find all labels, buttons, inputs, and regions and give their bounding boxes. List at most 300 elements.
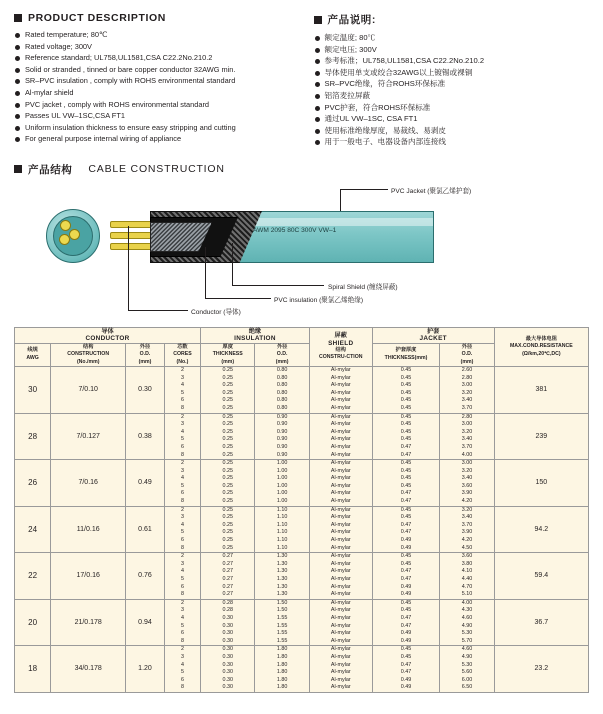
- table-cell: [372, 646, 440, 693]
- label-pvc-insulation: PVC insulation (聚氯乙烯绝缘): [274, 296, 364, 304]
- table-cell: [255, 553, 309, 600]
- label-spiral-shield: Spiral Shield (缠绕屏蔽): [328, 283, 398, 291]
- table-cell-value: 3.80: [461, 560, 473, 567]
- table-cell-value: 3.20: [461, 467, 473, 474]
- description-item: Solid or stranded , tinned or bare copper conductor 32AWG min.: [14, 64, 302, 76]
- table-cell: [255, 646, 309, 693]
- table-cell-value: 0.49: [400, 544, 412, 551]
- table-cell-value: 0.45: [400, 460, 412, 467]
- table-cell-value: 1.30: [276, 560, 288, 567]
- table-cell-value: Al-mylar: [330, 560, 351, 567]
- jacket-print-text: AWM 2095 80C 300V VW–1: [253, 226, 337, 234]
- leader-line: [232, 285, 324, 286]
- table-cell: [164, 599, 200, 646]
- table-cell-value: 5: [180, 576, 184, 582]
- table-cell-value: 0.47: [400, 669, 412, 676]
- table-cell: 59.4: [494, 553, 588, 600]
- table-cell: [440, 553, 494, 600]
- table-cell-value: 4: [180, 661, 184, 668]
- table-cell-value: 3: [180, 514, 184, 521]
- table-cell: 0.94: [126, 599, 165, 646]
- table-cell-value: 0.25: [222, 382, 233, 389]
- table-cell-value: 2: [180, 599, 184, 606]
- table-cell: [164, 460, 200, 507]
- description-cn-list: [314, 32, 590, 148]
- group-header-shield: 屏蔽 SHIELD 结构 CONSTRU-CTION: [309, 327, 372, 366]
- table-cell-value: 0.27: [222, 583, 233, 590]
- table-cell: 0.61: [126, 506, 165, 553]
- table-cell-value: 0.25: [222, 366, 233, 373]
- table-cell-value: 1.30: [276, 591, 288, 598]
- table-cell-value: Al-mylar: [330, 475, 351, 482]
- description-item: 通过UL VW–1SC, CSA FT1: [314, 113, 590, 125]
- table-cell: 0.30: [126, 366, 165, 413]
- table-cell-value: Al-mylar: [330, 498, 351, 505]
- table-cell-value: 0.45: [400, 436, 412, 443]
- product-description-en-heading: [14, 12, 302, 24]
- table-cell-value: 3.20: [461, 428, 473, 435]
- table-cell: [440, 506, 494, 553]
- table-cell-value: 1.10: [276, 521, 288, 528]
- label-conductor: Conductor (导体): [191, 308, 241, 316]
- table-cell-value: 0.45: [400, 397, 412, 404]
- description-item: Uniform insulation thickness to ensure easy stripping and cutting: [14, 122, 302, 134]
- table-cell-value: Al-mylar: [330, 614, 351, 621]
- table-cell-value: 6: [180, 630, 184, 637]
- table-cell-value: 3.90: [461, 529, 473, 536]
- description-item: Al-mylar shield: [14, 87, 302, 99]
- table-cell-value: 1.80: [276, 669, 288, 676]
- table-cell-value: 0.25: [222, 460, 233, 467]
- table-cell-value: 3.70: [461, 521, 473, 528]
- table-cell-value: 0.27: [222, 553, 233, 560]
- table-cell-value: 0.25: [222, 389, 233, 396]
- table-cell-value: 0.25: [222, 521, 233, 528]
- table-cell-value: 0.45: [400, 607, 412, 614]
- table-cell-value: 0.45: [400, 413, 412, 420]
- table-cell-value: 0.90: [276, 413, 288, 420]
- table-cell-value: 3.40: [461, 397, 473, 404]
- table-cell-value: 0.25: [222, 397, 233, 404]
- table-cell-value: 8: [180, 684, 184, 691]
- table-cell-value: 2: [180, 646, 184, 653]
- table-cell-value: 0.25: [222, 413, 233, 420]
- table-cell: 239: [494, 413, 588, 460]
- description-item: PVC护套，符合ROHS环保标准: [314, 102, 590, 114]
- conductor-dot-icon: [69, 229, 80, 240]
- table-cell: [201, 506, 255, 553]
- table-cell-value: 0.90: [276, 451, 288, 458]
- table-cell-value: 2: [180, 413, 184, 420]
- table-cell: 7/0.127: [51, 413, 126, 460]
- table-cell-value: 0.90: [276, 421, 288, 428]
- table-cell-value: 3.40: [461, 514, 473, 521]
- table-cell: [164, 366, 200, 413]
- table-cell-value: Al-mylar: [330, 591, 351, 598]
- table-cell-value: 0.49: [400, 676, 412, 683]
- table-cell-value: 3.20: [461, 389, 473, 396]
- table-cell-value: 0.45: [400, 599, 412, 606]
- table-cell-value: 5.10: [461, 591, 473, 598]
- leader-line: [128, 226, 129, 311]
- specification-table: [14, 327, 589, 693]
- table-cell-value: 1.30: [276, 583, 288, 590]
- table-cell-value: Al-mylar: [330, 676, 351, 683]
- table-cell-value: Al-mylar: [330, 637, 351, 644]
- table-cell: [255, 413, 309, 460]
- table-cell-value: 0.45: [400, 428, 412, 435]
- description-item: 导体使用单支或绞合32AWG以上镀锡或裸铜: [314, 67, 590, 79]
- product-description-cn-title: 产品说明:: [327, 14, 376, 26]
- table-cell-value: 0.25: [222, 498, 233, 505]
- subheader-jacket-thickness: 护套厚度 THICKNESS(mm): [372, 343, 440, 366]
- table-cell-value: Al-mylar: [330, 374, 351, 381]
- table-cell-value: 0.80: [276, 397, 288, 404]
- table-cell-value: 3: [180, 653, 184, 660]
- table-cell-value: 1.55: [276, 622, 288, 629]
- table-cell: [255, 460, 309, 507]
- table-cell-value: 2.60: [461, 366, 473, 373]
- description-item: 参考标准；UL758,UL1581,CSA C22.2No.210.2: [314, 55, 590, 67]
- table-cell-value: 2: [180, 506, 184, 513]
- table-cell-value: Al-mylar: [330, 428, 351, 435]
- table-cell-value: 0.47: [400, 451, 412, 458]
- table-cell-value: 4: [180, 614, 184, 621]
- table-cell-value: 5.60: [461, 669, 473, 676]
- table-cell-value: 0.25: [222, 482, 233, 489]
- leader-line: [205, 247, 206, 299]
- table-cell-value: 0.45: [400, 506, 412, 513]
- table-cell-value: 5: [180, 482, 184, 489]
- table-cell-value: 0.25: [222, 404, 233, 411]
- table-row: [15, 413, 589, 460]
- table-cell: [255, 366, 309, 413]
- table-cell: 17/0.16: [51, 553, 126, 600]
- description-cn-column: [302, 12, 590, 148]
- table-cell-value: 1.50: [276, 607, 288, 614]
- table-cell-value: 1.55: [276, 637, 288, 644]
- table-cell: [440, 599, 494, 646]
- table-cell-value: 2.80: [461, 413, 473, 420]
- table-cell-value: 3.40: [461, 436, 473, 443]
- table-cell-value: 0.25: [222, 537, 233, 544]
- table-cell: 11/0.16: [51, 506, 126, 553]
- table-cell: [201, 460, 255, 507]
- table-cell-value: 1.80: [276, 661, 288, 668]
- product-description-cn-heading: [314, 12, 590, 27]
- table-cell-value: Al-mylar: [330, 661, 351, 668]
- table-cell: [164, 646, 200, 693]
- table-cell-value: 1.80: [276, 646, 288, 653]
- table-cell-value: 4.20: [461, 498, 473, 505]
- table-cell-value: 0.45: [400, 646, 412, 653]
- table-cell-value: 1.55: [276, 614, 288, 621]
- table-cell-value: 8: [180, 451, 184, 458]
- table-cell-value: 0.25: [222, 475, 233, 482]
- leader-line: [340, 189, 388, 190]
- table-cell-value: 0.49: [400, 583, 412, 590]
- description-item: Reference standard; UL758,UL1581,CSA C22.2No.210.2: [14, 52, 302, 64]
- table-cell-value: 0.80: [276, 382, 288, 389]
- table-cell-value: 5: [180, 669, 184, 676]
- table-cell-value: Al-mylar: [330, 630, 351, 637]
- table-cell-value: 0.45: [400, 653, 412, 660]
- table-cell-value: 0.30: [222, 676, 233, 683]
- table-row: [15, 366, 589, 413]
- table-cell-value: Al-mylar: [330, 514, 351, 521]
- subheader-insulation-od: 外径 O.D. (mm): [255, 343, 309, 366]
- table-cell-value: 4.60: [461, 614, 473, 621]
- table-cell: 23.2: [494, 646, 588, 693]
- table-cell-value: 0.30: [222, 637, 233, 644]
- table-cell-value: 0.47: [400, 490, 412, 497]
- description-item: For general purpose internal wiring of appliance: [14, 133, 302, 145]
- table-cell-value: 4: [180, 521, 184, 528]
- table-cell-value: 1.00: [276, 467, 288, 474]
- table-cell: [309, 599, 372, 646]
- table-cell-value: 4: [180, 568, 184, 575]
- cable-cross-section-icon: [46, 209, 100, 263]
- table-cell-value: Al-mylar: [330, 553, 351, 560]
- table-cell-value: 3.00: [461, 460, 473, 467]
- table-cell-value: 0.25: [222, 374, 233, 381]
- table-cell: [309, 460, 372, 507]
- table-cell: 34/0.178: [51, 646, 126, 693]
- table-cell: 30: [15, 366, 51, 413]
- table-cell-value: 0.27: [222, 576, 233, 582]
- table-cell-value: 0.30: [222, 630, 233, 637]
- table-cell-value: 1.80: [276, 653, 288, 660]
- table-cell-value: 0.80: [276, 366, 288, 373]
- table-cell-value: 0.80: [276, 389, 288, 396]
- table-cell-value: Al-mylar: [330, 646, 351, 653]
- table-cell-value: 4: [180, 475, 184, 482]
- table-cell-value: 0.49: [400, 591, 412, 598]
- table-cell-value: 0.47: [400, 614, 412, 621]
- table-cell: 22: [15, 553, 51, 600]
- label-pvc-jacket: PVC Jacket (聚氯乙烯护套): [391, 187, 472, 195]
- table-cell-value: 0.25: [222, 529, 233, 536]
- table-cell: [440, 460, 494, 507]
- table-row: [15, 553, 589, 600]
- description-item: SR–PVC绝缘，符合ROHS环保标准: [314, 78, 590, 90]
- table-cell: 0.76: [126, 553, 165, 600]
- leader-line: [205, 298, 271, 299]
- table-cell-value: Al-mylar: [330, 389, 351, 396]
- table-cell-value: 0.45: [400, 475, 412, 482]
- table-cell-value: 1.10: [276, 544, 288, 551]
- table-cell-value: 4: [180, 428, 184, 435]
- table-row: [15, 599, 589, 646]
- table-cell-value: 2: [180, 553, 184, 560]
- table-cell: 28: [15, 413, 51, 460]
- table-cell-value: 0.30: [222, 653, 233, 660]
- table-cell: [309, 413, 372, 460]
- table-cell-value: Al-mylar: [330, 544, 351, 551]
- table-cell-value: Al-mylar: [330, 413, 351, 420]
- table-cell-value: 6.00: [461, 676, 473, 683]
- table-cell-value: 3.60: [461, 482, 473, 489]
- table-cell-value: 3: [180, 560, 184, 567]
- table-cell-value: Al-mylar: [330, 583, 351, 590]
- table-cell-value: 6.50: [461, 684, 473, 691]
- subheader-cores: 芯数 CORES (No.): [164, 343, 200, 366]
- description-item: Rated temperature; 80℃: [14, 29, 302, 41]
- table-body: [15, 366, 589, 692]
- table-cell-value: 0.47: [400, 521, 412, 528]
- table-cell-value: 3.00: [461, 382, 473, 389]
- table-cell-value: Al-mylar: [330, 599, 351, 606]
- table-cell: [372, 366, 440, 413]
- table-cell-value: 0.45: [400, 382, 412, 389]
- table-row: [15, 506, 589, 553]
- table-cell: [372, 506, 440, 553]
- table-cell-value: 1.30: [276, 576, 288, 582]
- table-cell-value: 3.40: [461, 475, 473, 482]
- subheader-jacket-od: 外径 O.D. (mm): [440, 343, 494, 366]
- table-cell: [440, 413, 494, 460]
- table-cell-value: 3: [180, 467, 184, 474]
- table-cell-value: Al-mylar: [330, 397, 351, 404]
- table-cell-value: 8: [180, 498, 184, 505]
- table-cell-value: 1.80: [276, 676, 288, 683]
- table-cell: 7/0.10: [51, 366, 126, 413]
- table-cell-value: 0.47: [400, 529, 412, 536]
- table-cell-value: 0.45: [400, 366, 412, 373]
- table-cell-value: 4.60: [461, 646, 473, 653]
- table-cell: [164, 413, 200, 460]
- table-cell-value: Al-mylar: [330, 467, 351, 474]
- subheader-awg: 线规 AWG: [15, 343, 51, 366]
- table-cell-value: 0.27: [222, 560, 233, 567]
- table-cell: [372, 413, 440, 460]
- table-cell-value: Al-mylar: [330, 421, 351, 428]
- table-cell-value: 3.70: [461, 443, 473, 450]
- square-bullet-icon: [314, 16, 322, 24]
- table-cell-value: 0.25: [222, 443, 233, 450]
- table-cell-value: 0.25: [222, 544, 233, 551]
- table-cell-value: 2: [180, 460, 184, 467]
- table-cell-value: 0.30: [222, 661, 233, 668]
- table-cell-value: Al-mylar: [330, 506, 351, 513]
- table-cell-value: 3.70: [461, 404, 473, 411]
- subheader-construction: 结构 CONSTRUCTION (No./mm): [51, 343, 126, 366]
- table-cell-value: 5: [180, 622, 184, 629]
- table-cell-value: 1.10: [276, 537, 288, 544]
- table-cell-value: 4.10: [461, 568, 473, 575]
- table-cell-value: 6: [180, 490, 184, 497]
- table-cell-value: 0.45: [400, 389, 412, 396]
- table-cell-value: Al-mylar: [330, 436, 351, 443]
- table-cell: [309, 366, 372, 413]
- table-cell: [309, 553, 372, 600]
- leader-line: [340, 189, 341, 211]
- table-cell-value: 0.27: [222, 591, 233, 598]
- table-cell-value: 0.45: [400, 374, 412, 381]
- table-cell-value: 1.00: [276, 482, 288, 489]
- table-cell-value: 0.30: [222, 646, 233, 653]
- table-cell-value: 3: [180, 374, 184, 381]
- table-cell-value: 4.20: [461, 537, 473, 544]
- table-cell: 21/0.178: [51, 599, 126, 646]
- table-cell: 7/0.16: [51, 460, 126, 507]
- cable-diagram: [0, 181, 603, 321]
- table-cell-value: 8: [180, 544, 184, 551]
- table-cell-value: 4.50: [461, 544, 473, 551]
- table-cell: [164, 506, 200, 553]
- table-cell-value: 5: [180, 389, 184, 396]
- table-cell-value: 1.10: [276, 506, 288, 513]
- table-cell: [201, 646, 255, 693]
- table-cell-value: 0.47: [400, 661, 412, 668]
- conductor-dot-icon: [60, 220, 71, 231]
- description-item: 用于一般电子、电器设备内部连接线: [314, 136, 590, 148]
- table-cell: [255, 506, 309, 553]
- conductor-dot-icon: [59, 234, 70, 245]
- table-cell: [309, 646, 372, 693]
- table-group-header-row: [15, 327, 589, 343]
- table-cell-value: 6: [180, 676, 184, 683]
- square-bullet-icon: [14, 165, 22, 173]
- table-cell-value: Al-mylar: [330, 576, 351, 582]
- table-cell-value: 1.55: [276, 630, 288, 637]
- group-header-insulation: 绝缘 INSULATION: [201, 327, 310, 343]
- square-bullet-icon: [14, 14, 22, 22]
- table-cell-value: Al-mylar: [330, 529, 351, 536]
- table-cell-value: Al-mylar: [330, 404, 351, 411]
- table-cell-value: 2.80: [461, 374, 473, 381]
- table-cell-value: 0.28: [222, 607, 233, 614]
- table-cell-value: 6: [180, 583, 184, 590]
- table-cell-value: 3.60: [461, 553, 473, 560]
- table-cell: [372, 553, 440, 600]
- product-description-en-title: PRODUCT DESCRIPTION: [28, 12, 166, 24]
- table-cell-value: 0.25: [222, 421, 233, 428]
- description-item: 额定电压; 300V: [314, 44, 590, 56]
- table-cell: [201, 413, 255, 460]
- table-cell-value: 3: [180, 607, 184, 614]
- table-cell: [255, 599, 309, 646]
- table-cell-value: 0.25: [222, 436, 233, 443]
- table-cell-value: 1.10: [276, 514, 288, 521]
- leader-line: [232, 243, 233, 286]
- table-header: [15, 327, 589, 366]
- table-cell-value: 8: [180, 591, 184, 598]
- table-cell-value: 1.50: [276, 599, 288, 606]
- table-cell-value: Al-mylar: [330, 366, 351, 373]
- group-header-resistance: 最大导体电阻 MAX.COND.RESISTANCE (Ω/km,20℃,DC): [494, 327, 588, 366]
- table-cell-value: 0.28: [222, 599, 233, 606]
- table-cell: [201, 553, 255, 600]
- table-cell-value: 2: [180, 366, 184, 373]
- table-cell-value: 5: [180, 529, 184, 536]
- table-cell-value: 4.90: [461, 653, 473, 660]
- table-cell-value: 5.30: [461, 661, 473, 668]
- table-cell: 20: [15, 599, 51, 646]
- table-cell: 1.20: [126, 646, 165, 693]
- table-cell-value: 1.10: [276, 529, 288, 536]
- table-cell-value: 0.45: [400, 467, 412, 474]
- table-cell-value: 1.30: [276, 568, 288, 575]
- table-cell-value: 0.49: [400, 637, 412, 644]
- table-cell-value: 0.47: [400, 498, 412, 505]
- table-cell-value: 8: [180, 404, 184, 411]
- table-cell: [201, 599, 255, 646]
- description-item: SR–PVC insulation , comply with ROHS environmental standard: [14, 75, 302, 87]
- table-cell-value: Al-mylar: [330, 537, 351, 544]
- table-cell-value: 0.27: [222, 568, 233, 575]
- table-cell: 18: [15, 646, 51, 693]
